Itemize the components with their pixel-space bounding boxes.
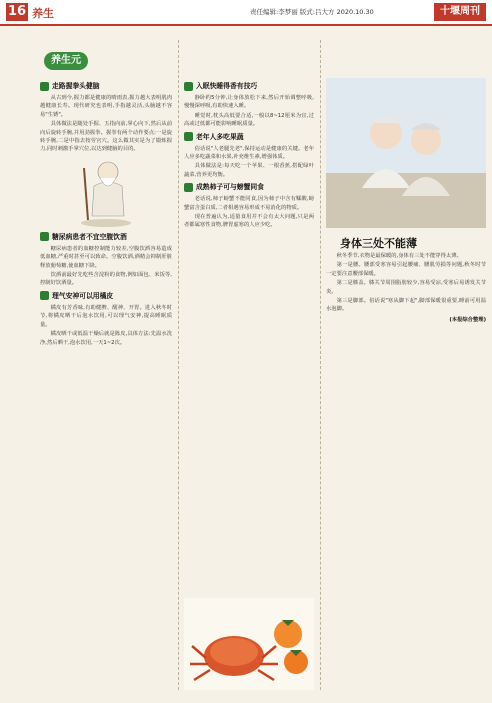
article-heading: 老年人多吃果蔬 bbox=[184, 132, 314, 142]
elderly-couple-photo bbox=[326, 78, 486, 228]
article-paragraph: 俗话说"人老腿先老",保持运动是健康的关键。老年人应多吃蔬菜和水果,补充维生素,增强体质。 bbox=[184, 145, 314, 161]
column-middle bbox=[184, 78, 314, 598]
article-heading: 理气安神可以用橘皮 bbox=[40, 291, 172, 301]
article-paragraph: 老话说,柿子螃蟹不能同食,因为柿子中含有鞣酸,螃蟹富含蛋白质,二者相遇容易形成不易消化的物质。 bbox=[184, 196, 314, 211]
column-divider bbox=[178, 40, 179, 690]
article-heading: 糖尿病患者不宜空腹饮酒 bbox=[40, 232, 172, 242]
article-paragraph: 睡觉时,枕头高低要合适,一般以8~12厘米为宜,过高或过低都可能影响睡眠质量。 bbox=[184, 112, 314, 128]
article-paragraph: 具体做法是:每天吃一个苹果、一根香蕉,搭配绿叶蔬菜,营养更均衡。 bbox=[184, 163, 314, 178]
article-paragraph: 具体做法是随处手握、五指向前,掌心向下,然后从前向后旋转手腕,并用劲握拳。握拳有两个动作要点:一是旋转手腕,二是中指去按劳宫穴。这么做其实是为了锻炼握力,同时刺激手掌穴位,以达到健脑的目的。 bbox=[40, 121, 172, 153]
leaf-icon bbox=[184, 82, 193, 91]
article-paragraph: 从古到今,握力都是健康的晴雨表,握力越大表明肌肉越健康长寿。现代研究也表明,手指越灵活,头脑越不容易"生锈"。 bbox=[40, 95, 172, 118]
newspaper-brand: 十堰周刊 bbox=[434, 3, 486, 21]
column-left bbox=[40, 78, 172, 688]
leaf-icon bbox=[40, 82, 49, 91]
article-heading: 成熟柿子可与螃蟹同食 bbox=[184, 182, 314, 192]
article-heading: 走路握拳头健脑 bbox=[40, 81, 172, 91]
editor-name: 责任编辑:李梦丽 bbox=[250, 8, 298, 16]
leaf-icon bbox=[40, 291, 49, 300]
article-paragraph: 现在普遍认为,适量食用并不会有太大问题,只是两者都属寒性食物,脾胃虚寒的人应少吃。 bbox=[184, 214, 314, 229]
elder-figure-illustration bbox=[66, 158, 146, 228]
column-badge: 养生元 bbox=[44, 52, 88, 70]
article-paragraph: 糖尿病患者的血糖控制能力较差,空腹饮酒容易造成低血糖,严重时甚至可以致命。空腹饮酒,酒精会抑制肝脏释放葡萄糖,使血糖下降。 bbox=[40, 245, 172, 269]
article-paragraph: 第一是腰。腰部受寒容易引起腰痛、腰肌劳损等问题,秋冬时节一定要注意腰部保暖。 bbox=[326, 262, 486, 277]
section-title: 养生 bbox=[32, 7, 54, 20]
editor-info bbox=[250, 7, 374, 16]
article-paragraph: 饮酒前最好先吃些含淀粉的食物,例如面包、米饭等,控制好饮酒量。 bbox=[40, 272, 172, 287]
article-paragraph: 橘皮晒干或低温干燥后就是陈皮,具体方法:先温水洗净,然后晒干,泡水饮用,一天1~2次。 bbox=[40, 331, 172, 346]
leaf-icon bbox=[40, 232, 49, 241]
crab-persimmon-illustration bbox=[184, 598, 314, 690]
page-number: 16 bbox=[7, 4, 27, 19]
leaf-icon bbox=[184, 132, 193, 141]
leaf-icon bbox=[184, 183, 193, 192]
column-right bbox=[326, 252, 486, 688]
page-header bbox=[0, 0, 492, 26]
article-paragraph: 第二是膝盖。膝关节周围脂肪较少,容易受凉,受寒后易诱发关节炎。 bbox=[326, 280, 486, 295]
article-title: 身体三处不能薄 bbox=[340, 237, 417, 250]
article-paragraph: 橘皮有芳香味,有助健脾、醒神、开胃。进入秋冬时节,将橘皮晒干后泡水饮用,可以理气安神,提高睡眠质量。 bbox=[40, 304, 172, 328]
source-credit: (本报综合整理) bbox=[449, 316, 486, 323]
column-divider bbox=[320, 40, 321, 690]
layout-editor: 版式:吕大方 bbox=[299, 8, 335, 16]
article-paragraph: 静卧约5分钟,让身体放松下来,然后开始调整呼吸,慢慢深呼吸,有助快速入睡。 bbox=[184, 95, 314, 110]
article-heading: 入眠快睡得香有技巧 bbox=[184, 81, 314, 91]
article-paragraph: 第三是脚部。俗话说"寒从脚下起",脚部保暖很重要,睡前可用温水泡脚。 bbox=[326, 298, 486, 313]
article-paragraph: 秋冬季节,衣物是最保暖的,身体有三处不能穿得太薄。 bbox=[336, 253, 462, 259]
issue-date: 2020.10.30 bbox=[336, 8, 374, 16]
